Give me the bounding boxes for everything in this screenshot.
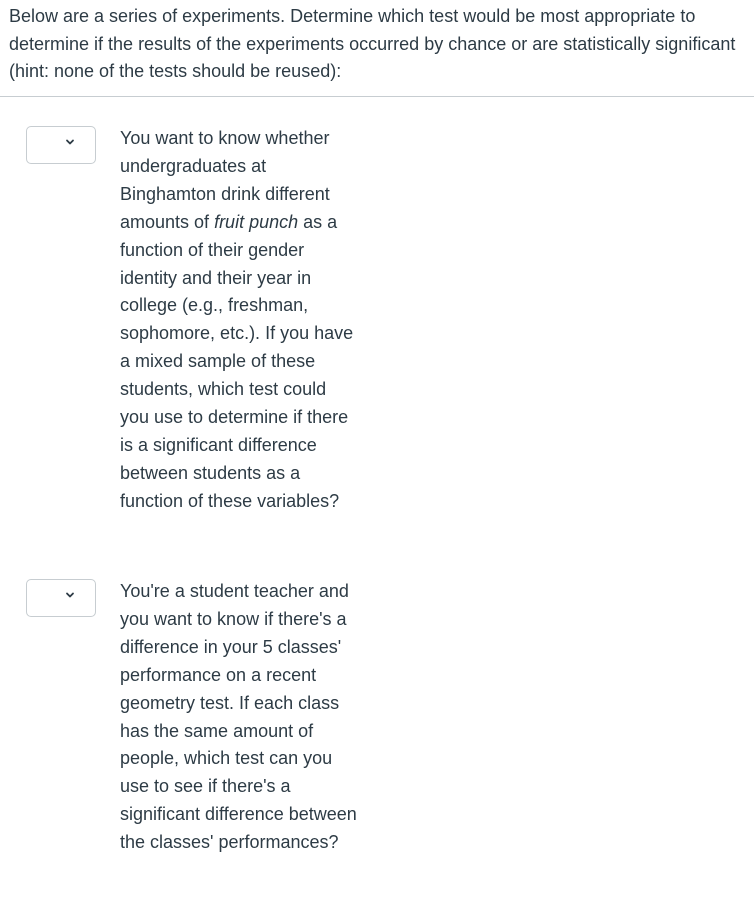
question-2-prompt: You're a student teacher and you want to know if there's a difference in your 5 classes' performance on a recent geometry test. If each class has the same amount of people, which test can you use to see if there's a significant difference between the classes' performances? (120, 581, 357, 853)
question-2 (26, 579, 360, 857)
question-1-prompt (120, 125, 360, 516)
question-1-emphasis: fruit punch (214, 211, 299, 232)
question-1 (26, 126, 360, 516)
chevron-down-icon (64, 136, 76, 148)
answer-dropdown-2[interactable] (26, 579, 96, 617)
question-1-prompt-end: as a function of their gender identity and their year in college (e.g., freshman, sophomore, etc.). If you have a mixed sample of these students, which test could you use to determine if there is a significant difference between students as a function of these variables? (120, 211, 354, 511)
answer-dropdown-1[interactable] (26, 126, 96, 164)
question-1-prompt-start: You want to know whether undergraduates at Binghamton drink different amounts of (120, 128, 330, 232)
divider (0, 96, 754, 97)
instructions-text: Below are a series of experiments. Determine which test would be most appropriate to determine if the results of the experiments occurred by chance or are statistically significant (hint: none of the tests should be reused): (9, 6, 736, 81)
chevron-down-icon (64, 589, 76, 601)
